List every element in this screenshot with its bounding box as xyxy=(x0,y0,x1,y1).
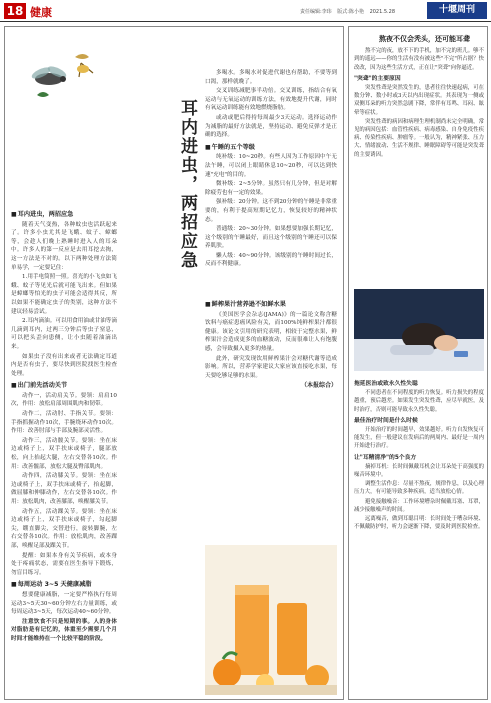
paragraph: 提醒：如果本身有关节疾病，或本身处于疼痛状态，需要在医生指导下锻炼，勿盲目练习。 xyxy=(11,552,117,576)
column-1 xyxy=(11,207,117,645)
paragraph: 熬不完的夜，放不下的手机，加不完的班儿。够不到的遥远——你的生活有没有被这些"不完"所占据？快改改，因为这些生活方式，正在让"突聋"向你逼近。 xyxy=(354,48,484,71)
right-column-top xyxy=(354,35,484,160)
paragraph: 强补级：20分钟。这不到20分钟的午睡是非常重要的，有利于提高短期记忆力，恢复较好的精神状态。 xyxy=(205,199,337,223)
paragraph: 此外，研究发现饮用鲜榨果汁会对糖代谢等造成影响。所以，营养学家建议大家应该直接吃水果，每天要吃够足够的水果。 xyxy=(205,355,337,379)
paragraph: 开始治疗的时间越早，效果越好。听力自发恢复可能发生，但一般建议在发病后的两周内、最好是一周内开始进行治疗。 xyxy=(354,427,484,450)
proof: 版式:陈小艳 xyxy=(337,9,364,15)
paragraph: 调整生活作息：尽量不熬夜，规律作息，以及心理压力大，有可能导致多种疾病，适当放松心情。 xyxy=(354,481,484,496)
paragraph: 动作五，活动踝关节。要领：坐在床边或椅子上，双手扶床或椅子，勾起脚尖，绷直脚尖，交替进行，旋转脚腕，左右交替各10次。作用：放松肌肉，改善踝部，唤醒足部及踝关节。 xyxy=(11,508,117,549)
paragraph: 多喝水。多喝水对促进代谢也有帮助，不要等到口渴，那样就晚了。 xyxy=(205,70,337,85)
article-headline: 耳内进虫，两招应急 xyxy=(177,99,197,270)
paragraph: 如果虫子没有出来或者无法确定耳道内是否有虫子，要尽快到医院找医生检查处理。 xyxy=(11,353,117,377)
paragraph: 微补级：2~5分钟。虽然只有几分钟，但是对解除疲劳也有一定的效果。 xyxy=(205,181,337,196)
heading-exercise: ■ 每周运动 3~5 天健康减脂 xyxy=(11,581,117,590)
left-panel xyxy=(4,26,344,700)
heading-delay: 拖延医治或致永久性失聪 xyxy=(354,381,418,387)
paragraph: 2.耳内滴油。可以用食用油或甘油等滴几滴到耳内，过两三分钟后等虫子窒息，可以把头歪向患侧，让小虫随着油滴出来。 xyxy=(11,318,117,350)
paragraph: 突发性聋的病因和病理生理机制尚未完全明确，常见的病因包括：血管性疾病、病毒感染、自身免疫性疾病、传染性疾病、肿瘤等。一般认为，精神紧张、压力大、情绪波动、生活不规律、睡眠障碍等可能是突发聋的主要诱因。 xyxy=(354,118,484,158)
right-article-title: 熬夜不仅会秃头，还可能耳聋 xyxy=(379,35,470,43)
paragraph: 动作三，活动髋关节。要领：坐在床边或椅子上，双手扶床或椅子，腿部放松，向上抬起大腿，左右交替各10次。作用：改善髋部，放松大腿及臀部肌肉。 xyxy=(11,437,117,470)
paragraph: 远离噪音，做到耳聪目明：长时间处于嘈杂环境、不佩戴防护时，听力会逐渐下降，要及时到医院检查。 xyxy=(354,516,484,531)
heading-joints: ■ 出门前先活动关节 xyxy=(11,382,117,391)
paragraph: 摘掉耳机：长时间佩戴耳机会让耳朵处于高强度的噪音环境中。 xyxy=(354,463,484,479)
newspaper-logo: 十堰周刊 xyxy=(427,2,487,19)
section-title: 健康 xyxy=(30,6,52,19)
page-number: 18 xyxy=(4,3,26,19)
column-3 xyxy=(205,297,337,392)
editor: 责任编辑:李玮 xyxy=(300,9,332,15)
editor-meta xyxy=(300,8,399,15)
paragraph: 1.用手电筒照一照。喜光的小飞虫如飞蛾、蚊子等见光后就可能飞出来。但如果是蟑螂等怕光的虫子可能会适得其反，所以如果不能确定虫子的类别，这种方法不建议轻易尝试。 xyxy=(11,274,117,315)
heading-nap: ■ 午睡的五个等级 xyxy=(205,144,337,153)
paragraph: 随着天气变热，各种蚊虫也活跃起来了。许多小虫尤其是飞蛾、蚊子、蟑螂等，会趁人们晚上熟睡时进入人的耳朵中。许多人的第一反应是去用耳挖去掏，这一方法是不对的。以下两种处理方法简单易学，一定要记住： xyxy=(11,221,117,271)
right-panel xyxy=(348,26,488,700)
paragraph: 动作四，活动膝关节。要领：坐在床边或椅子上，双手扶床或椅子，抬起脚，做屈膝和伸膝动作，左右交替各10次。作用：放松肌肉，改善膝部，唤醒膝关节。 xyxy=(11,473,117,505)
paragraph: 动作二，活动肘、手指关节。要领：手指抓握动作10次，手腕绕环动作10次。作用：改善肘部与手部及腕部灵活性。 xyxy=(11,411,117,435)
heading-causes: "突聋"的主要原因 xyxy=(354,75,401,82)
paragraph: 《美国医学会杂志(JAMA)》的一篇论文称含糖饮料与癌症患癌风险有关，而100%纯鲜榨果汁都很健康。该论文引用的研究表明，相较于完整水果，鲜榨果汁会造成更多的血糖波动，反而很难让人有饱腹感，会导致摄入更多的热量。 xyxy=(205,311,337,352)
heading-ear-insect: ■ 耳内进虫，两招应急 xyxy=(11,211,117,220)
sleeping-person-photo xyxy=(354,289,484,371)
heading-best-time: 最佳治疗时间是什么时候 xyxy=(354,417,418,424)
insects-illustration xyxy=(23,39,103,109)
paragraph: 避免接触噪音：工作环境嘈杂时佩戴耳塞、耳罩，减少接触噪声的时间。 xyxy=(354,498,484,513)
paragraph: 普通级：20~30分钟。如果想要加强长期记忆，这个级别的午睡最好，而且这个级别的午睡还可以保养肌肤。 xyxy=(205,226,337,250)
heading-juice: ■ 鲜榨果汁营养逊不如鲜水果 xyxy=(205,301,337,310)
paragraph: 懒人级：40~90分钟。该级别的午睡时间过长，反而不利健康。 xyxy=(205,252,337,268)
paragraph: 纯补级：10~20秒。有些人因为工作原因中午无法午睡，可以闭上眼睛休息10~20秒，可以达到快速"充电"的目的。 xyxy=(205,154,337,178)
right-column-bottom xyxy=(354,377,484,532)
paragraph: 不同患者在不同程度的听力恢复。听力损失的程度越重，预后越差。如果发生突发性聋，应尽早就医，及时治疗，否则可能导致永久性失聪。 xyxy=(354,390,484,413)
page-header xyxy=(0,0,491,22)
byline: （本报综合） xyxy=(300,382,337,390)
paragraph: 想要健康减脂，一定要严格执行每周运动3~5天30~60分钟左右力量训练，或每周运动3~5天，每次运动40~60分钟。 xyxy=(11,591,117,616)
paragraph: 注意饮食不只是短期的事。人的身体对脂肪是有记忆的，体重至少需要几个月时间才能维持在一个比较平稳的阶段。 xyxy=(11,618,117,642)
heading-tips: 让"耳精清净"的5个良方 xyxy=(354,454,417,461)
juice-photo xyxy=(205,545,337,695)
paragraph: 交叉训练减肥事半功倍。交叉训练，指结合有氧运动与无氧运动的训练方法，有效地提升代谢，同时有氧运动训练能有效地燃烧脂肪。 xyxy=(205,88,337,112)
paragraph: 或动或肥后得持每周最少3天运动。选择运动作为减脂的最好方法就是，坚持运动、避免反弹才是正确的选择。 xyxy=(205,114,337,139)
paragraph: 动作一，活动肩关节。要领：肩肩10次，作用：放松肩部周围肌肉和韧带。 xyxy=(11,392,117,408)
issue-date: 2021.5.28 xyxy=(369,9,396,15)
column-2 xyxy=(205,69,337,270)
paragraph: 突发性聋是突然发生的，患者往往快速起病，可在数分钟、数小时或3天以内出现症状。其表现为一侧或双侧耳朵的听力突然急剧下降，常伴有耳鸣、耳闷、眩晕等症状。 xyxy=(354,85,484,116)
